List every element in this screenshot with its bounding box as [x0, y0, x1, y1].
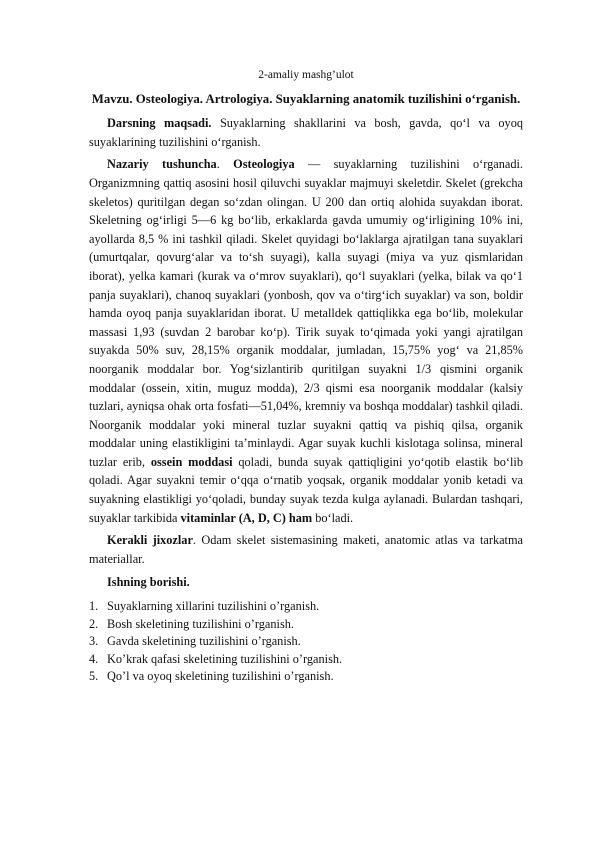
list-item-text: Gavda skeletining tuzilishini o’rganish. — [107, 634, 301, 649]
list-item — [89, 616, 523, 634]
list-item-text: Ko’krak qafasi skeletining tuzilishini o’rganish. — [107, 651, 343, 666]
purpose-paragraph — [89, 114, 523, 151]
purpose-label: Darsning maqsadi. — [107, 116, 212, 131]
list-item-text: Bosh skeletining tuzilishini o’rganish. — [107, 616, 294, 631]
theory-text-2: qoladi, bunda suyak qattiqligini yo‘qotib elastik bo‘lib qoladi. Agar suyakni temir o‘qqa o‘rnatib yoqsak, organik moddalar yonib ketadi va suyakning elastikligi yo‘qoladi, bunday suyak tezda kulga aylanadi. Bulardan tashqari, suyaklar tarkibida — [89, 454, 523, 525]
procedure-list — [89, 598, 523, 686]
list-item — [89, 651, 523, 669]
list-item-number: 4. — [89, 651, 99, 666]
equipment-paragraph — [89, 531, 523, 568]
list-item-number: 1. — [89, 599, 99, 614]
page-title: Mavzu. Osteologiya. Artrologiya. Suyaklarning anatomik tuzilishini o‘rganish. — [91, 91, 521, 106]
theory-text-3: bo‘ladi. — [312, 510, 354, 525]
theory-paragraph — [89, 155, 523, 527]
list-item — [89, 633, 523, 651]
page-header: 2-amaliy mashg’ulot — [258, 69, 354, 81]
procedure-heading: Ishning borishi. — [107, 575, 190, 590]
list-item-number: 2. — [89, 616, 99, 631]
purpose-text: Suyaklarning shakllarini va bosh, gavda, qo‘l va oyoq suyaklarining tuzilishini o‘rganish. — [89, 116, 523, 149]
theory-separator: . — [216, 157, 234, 172]
list-item-text: Qo’l va oyoq skeletining tuzilishini o’rganish. — [107, 669, 334, 684]
list-item — [89, 668, 523, 686]
list-item-text: Suyaklarning xillarini tuzilishini o’rganish. — [107, 599, 320, 614]
list-item — [89, 598, 523, 616]
equipment-label: Kerakli jixozlar — [107, 533, 193, 548]
vitamins-term: vitaminlar (A, D, C) ham — [180, 510, 313, 525]
osteology-term: Osteologiya — [233, 157, 295, 172]
ossein-term: ossein moddasi — [150, 454, 233, 469]
equipment-text: . Odam skelet sistemasining maketi, anatomic atlas va tarkatma materiallar. — [89, 533, 523, 566]
list-item-number: 3. — [89, 634, 99, 649]
theory-label: Nazariy tushuncha — [107, 157, 217, 172]
theory-text-1: — suyaklarning tuzilishini o‘rganadi. Organizmning qattiq asosini hosil qiluvchi suyaklar majmuyi skeletdir. Skelet (grekcha skeletos) quritilgan degan so‘zdan olingan. U 200 dan ortiq alohida suyakdan iborat. Skeletning og‘irligi 5—6 kg bo‘lib, erkaklarda gavda umumiy og‘irligining 10% ini, ayollarda 8,5 % ini tashkil qiladi. Skelet quyidagi bo‘laklarga ajratilgan tana suyaklari (umurtqalar, qovurg‘alar va to‘sh suyagi), kalla suyagi (miya va yuz qismlaridan iborat), yelka kamari (kurak va o‘mrov suyaklari), qo‘l suyaklari (yelka, bilak va qo‘1 panja suyaklari), chanoq suyaklari (yonbosh, qov va o‘tirg‘ich suyaklar) va son, boldir hamda oyoq panja suyaklaridan iborat. U metalldek qattiqlikka ega bo‘lib, molekular massasi 1,93 (suvdan 2 barobar ko‘p). Tirik suyak to‘qimada yoki yangi ajratilgan suyakda 50% suv, 28,15% organik moddalar, jumladan, 15,75% yog‘ va 21,85% noorganik moddalar bor. Yog‘sizlantirib quritilgan suyakni 1/3 qismini organik moddalar (ossein, xitin, muguz modda), 2/3 qismi esa noorganik moddalar (kalsiy tuzlari, ayniqsa ohak orta fosfati—51,04%, kremniy va boshqa moddalar) tashkil qiladi. Noorganik moddalar yoki mineral tuzlar suyakni qattiq va pishiq qilsa, organik moddalar uning elastikligini ta’minlaydi. Agar suyak kuchli kislotaga solinsa, mineral tuzlar erib, — [89, 157, 523, 469]
list-item-number: 5. — [89, 669, 99, 684]
